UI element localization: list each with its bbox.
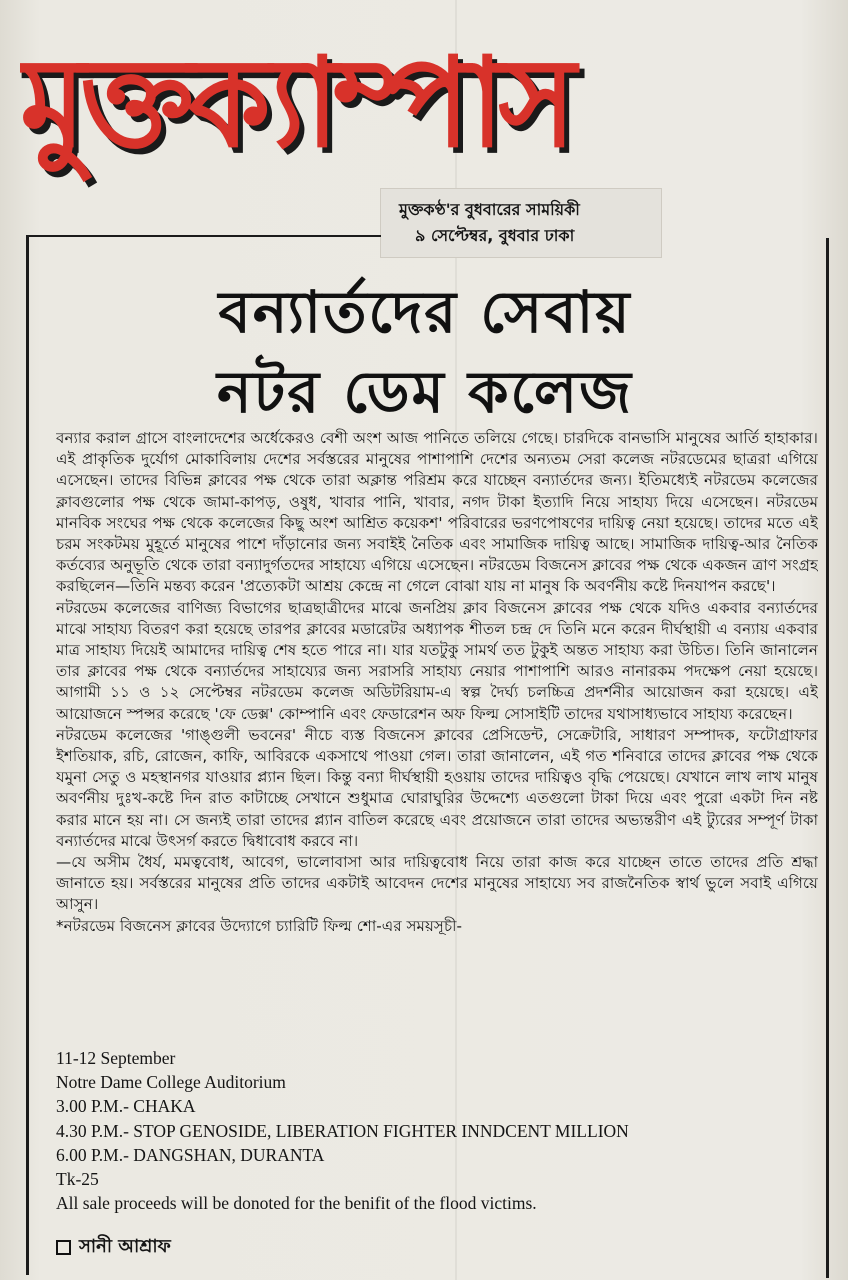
article-paragraph-1: বন্যার করাল গ্রাসে বাংলাদেশের অর্ধেকেরও বেশী অংশ আজ পানিতে তলিয়ে গেছে। চারদিকে বানভাসি মানুষের আর্তি হাহাকার। এই প্রাকৃতিক দুর্যোগ মোকাবিলায় দেশের সর্বস্তরের মানুষের পাশাপাশি দেশের অন্যতম সেরা কলেজ নটরডেমের ছাত্ররা এগিয়ে এসেছেন। তাদের বিভিন্ন ক্লাবের পক্ষ থেকে তারা অক্লান্ত পরিশ্রম করে যাচ্ছেন বন্যার্তদের জন্য। ইতিমধ্যেই নটরডেম কলেজের ক্লাবগুলোর পক্ষ থেকে জামা-কাপড়, ওষুধ, খাবার পানি, খাবার, নগদ টাকা ইত্যাদি নিয়ে সাহায্য দিয়ে এসেছেন। নটরডেম মানবিক সংঘের পক্ষ থেকে কলেজের কিছু অংশ আশ্রিত কয়েকশ' পরিবারের ভরণপোষণের দায়িত্ব নেয়া হয়েছে। তাদের মতে এই চরম সংকটময় মুহূর্তে মানুষের পাশে দাঁড়ানোর জন্য সবাইই নৈতিক এবং সামাজিক দায়িত্ব আছে। সামাজিক দায়িত্ব-আর নৈতিক কর্তব্যের অনুভূতি থেকে তারা বন্যাদুর্গতদের সাহায্যে এগিয়ে এসেছেন। নটরডেম বিজনেস ক্লাবের পক্ষ থেকে একজন ত্রাণ সংগ্রহ করছিলেন—তিনি মন্তব্য করেন 'প্রত্যেকটা আশ্রয় কেন্দ্রে না গেলে বোঝা যায় না মানুষ কি অবর্ণনীয় কষ্টে দিনযাপন করছে'।: [56, 429, 818, 596]
article-paragraph-3: নটরডেম কলেজের 'গাঙ্গুলী ভবনের' নীচে ব্যস্ত বিজনেস ক্লাবের প্রেসিডেন্ট, সেক্রেটারি, সাধারণ সম্পাদক, ফটোগ্রাফার ইশতিয়াক, রচি, রোজেন, কাফি, আবিরকে একসাথে পাওয়া গেল। তারা জানালেন, এই গত শনিবারে তাদের ক্লাবের পক্ষ থেকে যমুনা সেতু ও মহস্থানগর যাওয়ার প্ল্যান ছিল। কিন্তু বন্যা দীর্ঘস্থায়ী হওয়ায় তাদের দায়িত্বও বৃদ্ধি পেয়েছে। যেখানে লাখ লাখ মানুষ অবর্ণনীয় দুঃখ-কষ্টে দিন রাত কাটাচ্ছে সেখানে শুধুমাত্র ঘোরাঘুরির উদ্দেশ্যে এতগুলো টাকা দিয়ে এবং পুরো একটা দিন নষ্ট করার মানে হয় না। সে জন্যই তারা তাদের প্ল্যান বাতিল করেছে এবং প্রয়োজনে তারা তাদের অভ্যন্তরীণ এই ট্যুরের সম্পূর্ণ টাকা বন্যার্তদের মাঝে উৎসর্গ করতে দ্বিধাবোধ করবে না।: [56, 725, 818, 850]
author-name: সানী আশ্রাফ: [79, 1236, 171, 1257]
headline-line-2: নটর ডেম কলেজ: [217, 358, 633, 426]
byline: [56, 1232, 356, 1262]
left-column-rule: [26, 235, 29, 1275]
article-body: [56, 428, 818, 1038]
schedule-show-2: 4.30 P.M.- STOP GENOSIDE, LIBERATION FIGHTER INNDCENT MILLION: [56, 1120, 629, 1141]
byline-box-icon: [56, 1240, 71, 1255]
masthead: [20, 8, 790, 213]
right-column-rule: [826, 238, 829, 1278]
proceeds-note: All sale proceeds will be donoted for the benifit of the flood victims.: [56, 1193, 537, 1214]
ticket-price: Tk-25: [56, 1169, 99, 1190]
article-paragraph-2: নটরডেম কলেজের বাণিজ্য বিভাগের ছাত্রছাত্রীদের মাঝে জনপ্রিয় ক্লাব বিজনেস ক্লাবের পক্ষ থেকে যদিও একবার বন্যার্তদের মাঝে সাহায্য বিতরণ করা হয়েছে তারপর ক্লাবের মডারেটর অধ্যাপক শীতল চন্দ্র দে তিনি মনে করেন দীর্ঘস্থায়ী এ বন্যায় একবার মাত্র সাহায্য দিয়েই আমাদের দায়িত্ব শেষ হতে পারে না। যার যতটুকু সামর্থ তত টুকুই অন্তত সাহায্য করা উচিত। তিনি জানালেন তার ক্লাবের পক্ষ থেকে বন্যার্তদের সাহায্যের জন্য সরাসরি সাহায্য নেয়ার পাশাপাশি আরও নানারকম পদক্ষেপ নেয়া হয়েছে। আগামী ১১ ও ১২ সেপ্টেম্বর নটরডেম কলেজ অডিটরিয়াম-এ স্বল্প দৈর্ঘ্য চলচ্চিত্র প্রদর্শনীর আয়োজন করা হয়েছে। এই আয়োজনে স্পন্সর করেছে 'ফে ডেক্স' কোম্পানি এবং ফেডারেশন অফ ফিল্ম সোসাইটি তাদের যথাসাধ্যভাবে সাহায্য করেছেন।: [56, 598, 818, 723]
schedule-venue: Notre Dame College Auditorium: [56, 1072, 286, 1093]
top-rule: [26, 235, 381, 237]
schedule-heading: *নটরডেম বিজনেস ক্লাবের উদ্যোগে চ্যারিটি ফিল্ম শো-এর সময়সূচী-: [56, 916, 462, 935]
article-paragraph-4: —যে অসীম ধৈর্য, মমত্ববোধ, আবেগ, ভালোবাসা আর দায়িত্ববোধ নিয়ে তারা কাজ করে যাচ্ছেন তাতে তাদের প্রতি শ্রদ্ধা জানাতে হয়। সর্বস্তরের মানুষের প্রতি তাদের একটাই আবেদন দেশের মানুষের সাহায্যে সব রাজনৈতিক স্বার্থ ভুলে সবাই এগিয়ে আসুন।: [56, 853, 818, 914]
film-show-schedule: [56, 1046, 756, 1216]
supplement-label: [380, 188, 662, 258]
masthead-title: মুক্তক্যাম্পাস: [20, 30, 571, 176]
schedule-show-3: 6.00 P.M.- DANGSHAN, DURANTA: [56, 1144, 325, 1165]
headline-line-1: বন্যার্তদের সেবায়: [218, 278, 632, 346]
supplement-line-1: মুক্তকণ্ঠ'র বুধবারের সাময়িকী: [399, 200, 580, 219]
supplement-date: ৯ সেপ্টেম্বর, বুধবার ঢাকা: [415, 226, 575, 245]
schedule-dates: 11-12 September: [56, 1048, 176, 1068]
schedule-show-1: 3.00 P.M.- CHAKA: [56, 1096, 196, 1117]
